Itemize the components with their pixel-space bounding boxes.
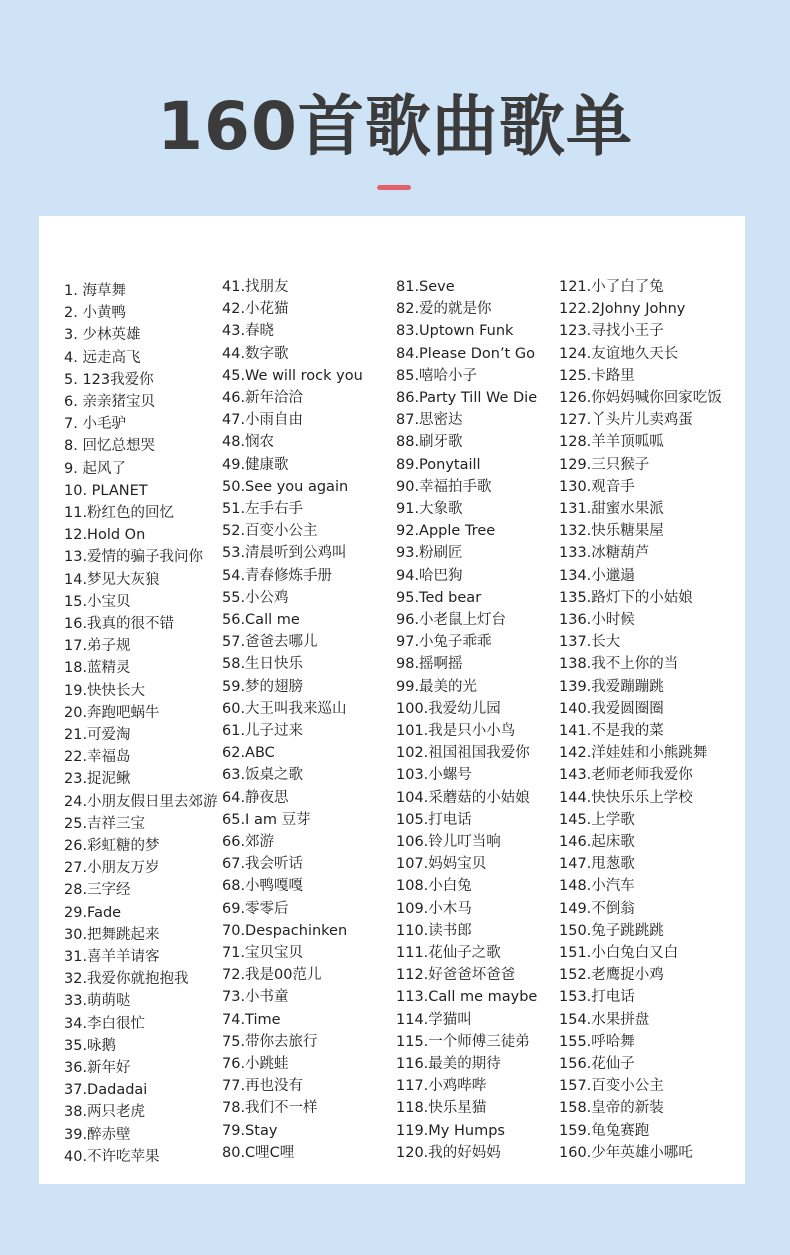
song-item: 4. 远走高飞 xyxy=(64,349,141,366)
song-item: 155.呼哈舞 xyxy=(559,1033,635,1050)
song-item: 141.不是我的菜 xyxy=(559,723,664,739)
song-item: 110.读书郎 xyxy=(396,922,472,939)
song-item: 124.友谊地久天长 xyxy=(559,345,679,362)
song-item: 122.2Johny Johny xyxy=(559,301,686,318)
song-item: 17.弟子规 xyxy=(64,638,131,655)
song-item: 18.蓝精灵 xyxy=(64,660,131,677)
song-item: 47.小雨自由 xyxy=(222,412,304,429)
song-item: 44.数字歌 xyxy=(222,345,289,362)
song-item: 103.小螺号 xyxy=(396,767,472,784)
song-item: 81.Seve xyxy=(396,279,455,295)
song-item: 55.小公鸡 xyxy=(222,589,289,606)
song-item: 23.捉泥鳅 xyxy=(64,771,131,788)
song-item: 140.我爱圆圈圈 xyxy=(559,700,664,717)
song-item: 68.小鸭嘎嘎 xyxy=(222,878,304,895)
song-item: 13.爱情的骗子我问你 xyxy=(64,549,204,566)
song-item: 102.祖国祖国我爱你 xyxy=(396,745,530,762)
song-item: 88.刷牙歌 xyxy=(396,434,463,451)
song-item: 160.少年英雄小哪吒 xyxy=(559,1144,693,1161)
song-item: 5. 123我爱你 xyxy=(64,371,154,388)
song-item: 35.咏鹅 xyxy=(64,1037,117,1054)
song-item: 32.我爱你就抱抱我 xyxy=(64,971,189,988)
page-title: 160首歌曲歌单 xyxy=(157,88,633,165)
song-item: 99.最美的光 xyxy=(396,678,478,695)
song-item: 159.龟兔赛跑 xyxy=(559,1122,650,1139)
song-item: 15.小宝贝 xyxy=(64,593,131,610)
song-item: 138.我不上你的当 xyxy=(559,656,679,673)
song-item: 106.铃儿叮当响 xyxy=(396,834,501,850)
song-item: 84.Please Don’t Go xyxy=(396,345,535,362)
song-item: 39.醉赤壁 xyxy=(64,1126,131,1143)
song-item: 52.百变小公主 xyxy=(222,523,318,540)
song-item: 64.静夜思 xyxy=(222,789,289,806)
song-item: 116.最美的期待 xyxy=(396,1056,501,1072)
song-item: 6. 亲亲猪宝贝 xyxy=(64,394,155,410)
song-item: 144.快快乐乐上学校 xyxy=(559,789,693,806)
song-item: 24.小朋友假日里去郊游 xyxy=(64,793,218,810)
song-item: 77.再也没有 xyxy=(222,1078,304,1095)
song-item: 31.喜羊羊请客 xyxy=(64,949,160,965)
song-item: 78.我们不一样 xyxy=(222,1100,318,1117)
song-item: 133.冰糖葫芦 xyxy=(559,545,650,562)
song-item: 137.长大 xyxy=(559,634,621,651)
song-item: 120.我的好妈妈 xyxy=(396,1144,501,1161)
song-item: 93.粉刷匠 xyxy=(396,545,463,562)
song-item: 3. 少林英雄 xyxy=(64,327,141,344)
song-item: 69.零零后 xyxy=(222,900,289,917)
song-item: 134.小邋遢 xyxy=(559,567,635,584)
song-item: 89.Ponytaill xyxy=(396,456,481,473)
song-item: 14.梦见大灰狼 xyxy=(64,571,160,588)
song-item: 59.梦的翅膀 xyxy=(222,678,304,695)
song-item: 30.把舞跳起来 xyxy=(64,926,160,943)
song-item: 90.幸福拍手歌 xyxy=(396,478,492,495)
song-item: 71.宝贝宝贝 xyxy=(222,945,304,961)
song-item: 60.大王叫我来巡山 xyxy=(222,700,347,717)
song-item: 151.小白兔白又白 xyxy=(559,945,679,961)
song-item: 118.快乐星猫 xyxy=(396,1100,487,1117)
song-item: 80.C哩C哩 xyxy=(222,1144,295,1161)
song-item: 92.Apple Tree xyxy=(396,523,496,540)
song-item: 108.小白兔 xyxy=(396,878,472,895)
song-item: 82.爱的就是你 xyxy=(396,301,492,318)
song-item: 126.你妈妈喊你回家吃饭 xyxy=(559,390,722,406)
song-item: 130.观音手 xyxy=(559,478,635,495)
song-item: 56.Call me xyxy=(222,612,300,628)
song-item: 115.一个师傅三徒弟 xyxy=(396,1033,530,1050)
song-item: 29.Fade xyxy=(64,904,122,921)
song-item: 87.思密达 xyxy=(396,412,463,429)
song-item: 54.青春修炼手册 xyxy=(222,567,333,584)
song-item: 91.大象歌 xyxy=(396,501,463,517)
song-item: 97.小兔子乖乖 xyxy=(396,634,492,651)
song-item: 154.水果拼盘 xyxy=(559,1011,650,1028)
song-item: 112.好爸爸坏爸爸 xyxy=(396,967,516,984)
song-item: 76.小跳蛙 xyxy=(222,1056,289,1072)
song-item: 42.小花猫 xyxy=(222,301,289,318)
song-item: 150.兔子跳跳跳 xyxy=(559,922,664,939)
song-item: 67.我会听话 xyxy=(222,856,304,873)
song-item: 127.丫头片儿卖鸡蛋 xyxy=(559,412,693,429)
song-item: 66.郊游 xyxy=(222,834,275,850)
song-item: 45.We will rock you xyxy=(222,367,363,384)
song-item: 117.小鸡哔哔 xyxy=(396,1078,487,1095)
song-item: 57.爸爸去哪儿 xyxy=(222,634,318,651)
song-item: 128.羊羊顶呱呱 xyxy=(559,434,664,451)
song-item: 96.小老鼠上灯台 xyxy=(396,612,507,628)
song-item: 157.百变小公主 xyxy=(559,1078,664,1095)
song-item: 113.Call me maybe xyxy=(396,989,538,1006)
song-item: 104.采蘑菇的小姑娘 xyxy=(396,789,530,806)
song-item: 73.小书童 xyxy=(222,989,289,1006)
song-item: 132.快乐糖果屋 xyxy=(559,523,664,540)
song-item: 12.Hold On xyxy=(64,527,146,544)
song-item: 63.饭桌之歌 xyxy=(222,767,304,784)
song-item: 136.小时候 xyxy=(559,612,635,628)
song-item: 152.老鹰捉小鸡 xyxy=(559,967,664,984)
song-item: 79.Stay xyxy=(222,1122,278,1139)
song-item: 27.小朋友万岁 xyxy=(64,860,160,877)
song-item: 105.打电话 xyxy=(396,811,472,828)
song-item: 156.花仙子 xyxy=(559,1056,635,1072)
song-item: 149.不倒翁 xyxy=(559,900,635,917)
song-item: 19.快快长大 xyxy=(64,682,146,699)
song-item: 145.上学歌 xyxy=(559,811,635,828)
song-item: 111.花仙子之歌 xyxy=(396,945,501,961)
song-item: 37.Dadadai xyxy=(64,1082,148,1099)
song-item: 86.Party Till We Die xyxy=(396,390,538,406)
song-item: 114.学猫叫 xyxy=(396,1011,472,1028)
song-item: 11.粉红色的回忆 xyxy=(64,505,175,521)
song-item: 139.我爱蹦蹦跳 xyxy=(559,678,664,695)
song-item: 10. PLANET xyxy=(64,482,148,499)
song-item: 94.哈巴狗 xyxy=(396,567,463,584)
song-item: 38.两只老虎 xyxy=(64,1104,146,1121)
song-item: 75.带你去旅行 xyxy=(222,1033,318,1050)
song-item: 46.新年洽洽 xyxy=(222,390,304,406)
song-item: 28.三字经 xyxy=(64,882,131,899)
song-item: 72.我是00范儿 xyxy=(222,967,322,984)
song-item: 65.I am 豆芽 xyxy=(222,811,311,828)
song-item: 25.吉祥三宝 xyxy=(64,815,146,832)
song-item: 83.Uptown Funk xyxy=(396,323,514,340)
song-item: 58.生日快乐 xyxy=(222,656,304,673)
song-item: 34.李白很忙 xyxy=(64,1015,146,1032)
song-item: 50.See you again xyxy=(222,478,349,495)
song-item: 125.卡路里 xyxy=(559,367,635,384)
song-item: 7. 小毛驴 xyxy=(64,416,126,433)
song-item: 61.儿子过来 xyxy=(222,723,304,739)
song-item: 100.我爱幼儿园 xyxy=(396,700,501,717)
song-item: 143.老师老师我爱你 xyxy=(559,767,693,784)
song-item: 147.甩葱歌 xyxy=(559,856,635,873)
song-item: 33.萌萌哒 xyxy=(64,993,131,1010)
song-item: 53.清晨听到公鸡叫 xyxy=(222,545,347,562)
song-item: 148.小汽车 xyxy=(559,878,635,895)
song-item: 62.ABC xyxy=(222,745,275,762)
song-item: 20.奔跑吧蜗牛 xyxy=(64,704,160,721)
song-item: 109.小木马 xyxy=(396,900,472,917)
song-item: 119.My Humps xyxy=(396,1122,505,1139)
song-item: 123.寻找小王子 xyxy=(559,323,664,340)
song-item: 21.可爱淘 xyxy=(64,727,131,743)
song-item: 107.妈妈宝贝 xyxy=(396,856,487,873)
song-item: 95.Ted bear xyxy=(396,589,482,606)
song-item: 48.悯农 xyxy=(222,434,275,451)
song-item: 135.路灯下的小姑娘 xyxy=(559,589,693,606)
song-item: 49.健康歌 xyxy=(222,456,289,473)
song-item: 41.找朋友 xyxy=(222,279,289,295)
song-item: 16.我真的很不错 xyxy=(64,616,175,632)
song-item: 146.起床歌 xyxy=(559,834,635,850)
song-item: 2. 小黄鸭 xyxy=(64,305,126,322)
song-item: 51.左手右手 xyxy=(222,501,304,517)
song-item: 158.皇帝的新装 xyxy=(559,1100,664,1117)
song-item: 153.打电话 xyxy=(559,989,635,1006)
song-item: 85.嘻哈小子 xyxy=(396,367,478,384)
song-item: 131.甜蜜水果派 xyxy=(559,501,664,517)
song-item: 22.幸福岛 xyxy=(64,749,131,766)
title-underline xyxy=(377,185,411,190)
song-item: 43.春晓 xyxy=(222,323,275,340)
song-item: 9. 起风了 xyxy=(64,460,126,477)
song-item: 36.新年好 xyxy=(64,1060,131,1076)
song-item: 26.彩虹糖的梦 xyxy=(64,838,160,854)
song-item: 121.小了白了兔 xyxy=(559,279,664,295)
song-item: 129.三只猴子 xyxy=(559,456,650,473)
song-item: 98.摇啊摇 xyxy=(396,656,463,673)
song-item: 1. 海草舞 xyxy=(64,283,126,299)
song-item: 142.洋娃娃和小熊跳舞 xyxy=(559,745,708,762)
song-item: 40.不许吃苹果 xyxy=(64,1148,160,1165)
song-item: 101.我是只小小鸟 xyxy=(396,723,516,739)
song-item: 70.Despachinken xyxy=(222,922,348,939)
song-list-panel xyxy=(39,216,745,1184)
song-item: 74.Time xyxy=(222,1011,281,1028)
song-item: 8. 回忆总想哭 xyxy=(64,438,155,455)
